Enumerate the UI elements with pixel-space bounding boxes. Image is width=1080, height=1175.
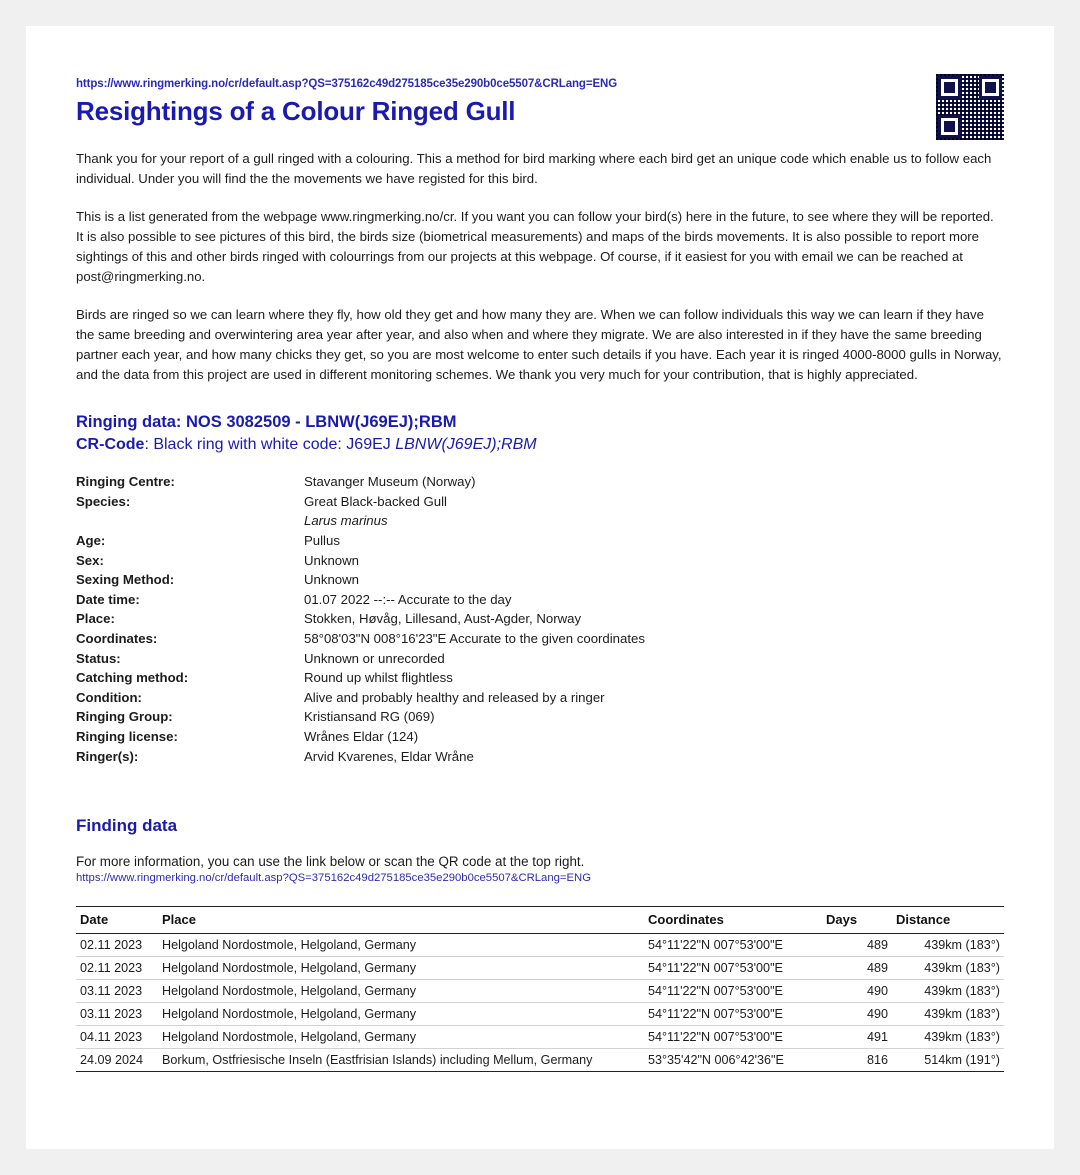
- cell-days: 490: [822, 979, 892, 1002]
- ringing-data-heading: Ringing data: NOS 3082509 - LBNW(J69EJ);RBM: [76, 413, 457, 431]
- table-row: [76, 609, 645, 629]
- row-label: Age:: [76, 533, 106, 549]
- row-value: Unknown: [304, 572, 359, 588]
- table-row: [76, 933, 1004, 956]
- row-label: Condition:: [76, 689, 142, 705]
- table-row: [76, 472, 645, 492]
- qr-code-image: [936, 74, 1004, 140]
- table-row: [76, 668, 645, 688]
- table-row: [76, 707, 645, 727]
- column-header-place: Place: [158, 906, 644, 933]
- table-row: [76, 979, 1004, 1002]
- header-url[interactable]: https://www.ringmerking.no/cr/default.asp?QS=375162c49d275185ce35e290b0ce5507&CRLang=ENG: [76, 78, 618, 90]
- cell-coordinates: 54°11'22"N 007°53'00"E: [644, 956, 822, 979]
- row-value: Unknown or unrecorded: [304, 650, 445, 666]
- cell-date: 24.09 2024: [76, 1048, 158, 1071]
- column-header-coordinates: Coordinates: [644, 906, 822, 933]
- row-label: Ringing Centre:: [76, 474, 175, 490]
- row-value: Larus marinus: [304, 513, 388, 529]
- cell-date: 02.11 2023: [76, 956, 158, 979]
- row-label: Ringing Group:: [76, 709, 173, 725]
- cell-days: 490: [822, 1002, 892, 1025]
- row-value: Stokken, Høvåg, Lillesand, Aust-Agder, Norway: [304, 611, 582, 627]
- cell-distance: 439km (183°): [892, 1025, 1004, 1048]
- cell-place: Helgoland Nordostmole, Helgoland, Germany: [158, 933, 644, 956]
- row-label: Date time:: [76, 591, 140, 607]
- intro-paragraph-3: Birds are ringed so we can learn where they fly, how old they get and how many they are. When we can follow individuals this way we can learn if they have the same breeding and overwintering area year after year, and also when and where they migrate. We are also interested in if they have the same breeding partner each year, and how many chicks they get, so you are most welcome to enter such details if you have. Each year it is ringed 4000-8000 gulls in Norway, and the data from this project are used in different monitoring schemes. We thank you very much for your contribution, that is highly appreciated.: [76, 307, 1002, 382]
- row-label: Coordinates:: [76, 631, 158, 647]
- qr-code[interactable]: [936, 74, 1004, 140]
- cell-days: 489: [822, 933, 892, 956]
- table-row: [76, 1002, 1004, 1025]
- finding-data-heading: Finding data: [76, 815, 178, 835]
- cell-coordinates: 54°11'22"N 007°53'00"E: [644, 979, 822, 1002]
- intro-paragraph-2: This is a list generated from the webpage www.ringmerking.no/cr. If you want you can follow your bird(s) here in the future, to see where they will be reported. It is also possible to see pictures of this bird, the birds size (biometrical measurements) and maps of the birds movements. It is also possible to report more sightings of this and other birds ringed with colourrings from our projects at this webpage. Of course, if it easiest for you with email we can be reached at post@ringmerking.no.: [76, 209, 994, 284]
- table-header-row: [76, 906, 1004, 933]
- cell-distance: 439km (183°): [892, 933, 1004, 956]
- cell-coordinates: 54°11'22"N 007°53'00"E: [644, 1025, 822, 1048]
- cell-place: Borkum, Ostfriesische Inseln (Eastfrisian Islands) including Mellum, Germany: [158, 1048, 644, 1071]
- row-label: Species:: [76, 493, 131, 509]
- cell-coordinates: 54°11'22"N 007°53'00"E: [644, 1002, 822, 1025]
- row-value: Wrånes Eldar (124): [304, 729, 419, 745]
- row-label: Status:: [76, 650, 121, 666]
- table-row: [76, 746, 645, 766]
- cell-days: 491: [822, 1025, 892, 1048]
- cell-distance: 439km (183°): [892, 979, 1004, 1002]
- cell-place: Helgoland Nordostmole, Helgoland, Germany: [158, 956, 644, 979]
- cell-coordinates: 54°11'22"N 007°53'00"E: [644, 933, 822, 956]
- column-header-date: Date: [76, 906, 158, 933]
- row-label: Sex:: [76, 552, 104, 568]
- row-value: Pullus: [304, 533, 340, 549]
- cell-date: 03.11 2023: [76, 1002, 158, 1025]
- cell-coordinates: 53°35'42"N 006°42'36"E: [644, 1048, 822, 1071]
- row-value: Stavanger Museum (Norway): [304, 474, 476, 490]
- table-row: [76, 688, 645, 708]
- table-row: [76, 590, 645, 610]
- row-value: Great Black-backed Gull: [304, 493, 447, 509]
- cell-distance: 514km (191°): [892, 1048, 1004, 1071]
- cr-code-text: : Black ring with white code: J69EJ: [144, 436, 396, 453]
- row-label: Sexing Method:: [76, 572, 175, 588]
- cr-code-line: [76, 436, 1004, 454]
- table-row: [76, 550, 645, 570]
- row-value: 58°08'03"N 008°16'23"E Accurate to the given coordinates: [304, 631, 645, 647]
- document-page: [26, 26, 1054, 1149]
- row-value: Alive and probably healthy and released by a ringer: [304, 689, 605, 705]
- row-value: Kristiansand RG (069): [304, 709, 435, 725]
- row-value: Unknown: [304, 552, 359, 568]
- cell-place: Helgoland Nordostmole, Helgoland, Germany: [158, 979, 644, 1002]
- cell-place: Helgoland Nordostmole, Helgoland, Germany: [158, 1025, 644, 1048]
- finding-link[interactable]: https://www.ringmerking.no/cr/default.asp?QS=375162c49d275185ce35e290b0ce5507&CRLang=ENG: [76, 871, 591, 884]
- cell-days: 489: [822, 956, 892, 979]
- table-row: [76, 956, 1004, 979]
- row-label: Ringing license:: [76, 729, 178, 745]
- cell-place: Helgoland Nordostmole, Helgoland, Germany: [158, 1002, 644, 1025]
- cell-distance: 439km (183°): [892, 956, 1004, 979]
- table-row: [76, 1048, 1004, 1071]
- row-label: Catching method:: [76, 670, 189, 686]
- cr-code-italic: LBNW(J69EJ);RBM: [395, 436, 537, 453]
- table-row: [76, 570, 645, 590]
- row-value: Arvid Kvarenes, Eldar Wråne: [304, 748, 474, 764]
- table-row: [76, 629, 645, 649]
- ringing-data-table: [76, 472, 645, 766]
- cell-date: 02.11 2023: [76, 933, 158, 956]
- cell-date: 03.11 2023: [76, 979, 158, 1002]
- table-row: [76, 492, 645, 512]
- cell-distance: 439km (183°): [892, 1002, 1004, 1025]
- row-value: 01.07 2022 --:-- Accurate to the day: [304, 591, 512, 607]
- finding-info-text: For more information, you can use the link below or scan the QR code at the top right.: [76, 853, 585, 869]
- table-row: [76, 648, 645, 668]
- intro-paragraph-1: Thank you for your report of a gull ringed with a colouring. This a method for bird marking where each bird get an unique code which enable us to follow each individual. Under you will find the the movements we have registed for this bird.: [76, 151, 992, 186]
- row-label: Place:: [76, 611, 115, 627]
- table-row: [76, 1025, 1004, 1048]
- row-label: Ringer(s):: [76, 748, 139, 764]
- finding-data-table: [76, 906, 1004, 1072]
- cr-code-label: CR-Code: [76, 436, 145, 453]
- column-header-days: Days: [822, 906, 892, 933]
- table-row: [76, 511, 645, 531]
- page-title: Resightings of a Colour Ringed Gull: [76, 96, 516, 126]
- cell-days: 816: [822, 1048, 892, 1071]
- table-row: [76, 531, 645, 551]
- table-row: [76, 727, 645, 747]
- row-value: Round up whilst flightless: [304, 670, 453, 686]
- cell-date: 04.11 2023: [76, 1025, 158, 1048]
- column-header-distance: Distance: [892, 906, 1004, 933]
- row-label: [76, 511, 304, 531]
